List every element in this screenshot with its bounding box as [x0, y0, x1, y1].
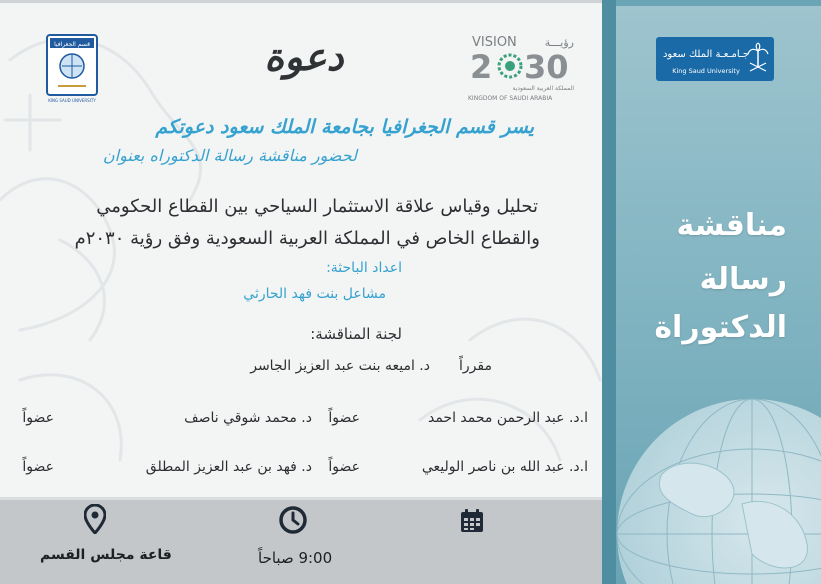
svg-text:KING SAUD UNIVERSITY: KING SAUD UNIVERSITY	[48, 98, 96, 103]
invitation-line-2: لحضور مناقشة رسالة الدكتوراه بعنوان	[102, 146, 357, 165]
thesis-title-line-2: والقطاع الخاص في المملكة العربية السعودية وفق رؤية ٢٠٣٠م	[74, 228, 540, 249]
globe-graphic	[602, 384, 821, 584]
committee-label: لجنة المناقشة:	[310, 325, 402, 343]
committee-member-1-name: ا.د. عبد الرحمن محمد احمد	[427, 410, 588, 426]
calendar-icon	[459, 508, 485, 534]
svg-text:قسم الجغرافيا: قسم الجغرافيا	[54, 41, 90, 48]
event-time: 9:00 صباحاً	[258, 549, 333, 567]
svg-text:دعوة: دعوة	[264, 34, 344, 79]
invitation-line-1: يسر قسم الجغرافيا بجامعة الملك سعود دعوتكم	[155, 116, 534, 138]
dawa-calligraphy-logo	[255, 26, 353, 88]
vision-2030-logo	[462, 28, 580, 106]
committee-member-4-name: د. فهد بن عبد العزيز المطلق	[145, 459, 312, 475]
side-title-line-2: رسالة	[699, 262, 787, 297]
side-title-line-1: مناقشة	[676, 208, 787, 243]
king-saud-university-logo	[656, 37, 774, 81]
svg-text:2: 2	[470, 48, 493, 86]
side-title-line-3: الدكتوراة	[654, 310, 787, 345]
svg-text:30: 30	[524, 48, 569, 86]
prepared-by-label: اعداد الباحثة:	[326, 260, 402, 276]
supervisor-role: مقرراً	[459, 358, 492, 374]
location-pin-icon	[84, 504, 106, 534]
committee-member-4-role: عضواً	[22, 459, 54, 475]
committee-member-1-role: عضواً	[328, 410, 360, 426]
geography-department-logo	[46, 34, 98, 104]
thesis-title-line-1: تحليل وقياس علاقة الاستثمار السياحي بين القطاع الحكومي	[96, 196, 538, 217]
committee-member-2-name: د. محمد شوقي ناصف	[184, 410, 312, 426]
vision-emblem-icon	[499, 55, 521, 77]
svg-text:المملكة العربية السعودية: المملكة العربية السعودية	[512, 85, 574, 92]
svg-text:رؤيـــة: رؤيـــة	[544, 36, 574, 49]
committee-member-3-name: ا.د. عبد الله بن ناصر الوليعي	[421, 459, 588, 475]
supervisor-name: د. اميعه بنت عبد العزيز الجاسر	[250, 358, 430, 374]
svg-text:King Saud University: King Saud University	[672, 67, 740, 75]
clock-icon	[279, 506, 307, 534]
event-venue: قاعة مجلس القسم	[40, 547, 172, 563]
researcher-name: مشاعل بنت فهد الحارثي	[243, 286, 386, 302]
card-top-border	[0, 0, 602, 3]
svg-text:VISION: VISION	[472, 35, 517, 50]
committee-member-3-role: عضواً	[328, 459, 360, 475]
committee-member-2-role: عضواً	[22, 410, 54, 426]
svg-text:جـامـعـة الملك سعود: جـامـعـة الملك سعود	[662, 49, 750, 60]
svg-text:KINGDOM OF SAUDI ARABIA: KINGDOM OF SAUDI ARABIA	[468, 95, 553, 102]
